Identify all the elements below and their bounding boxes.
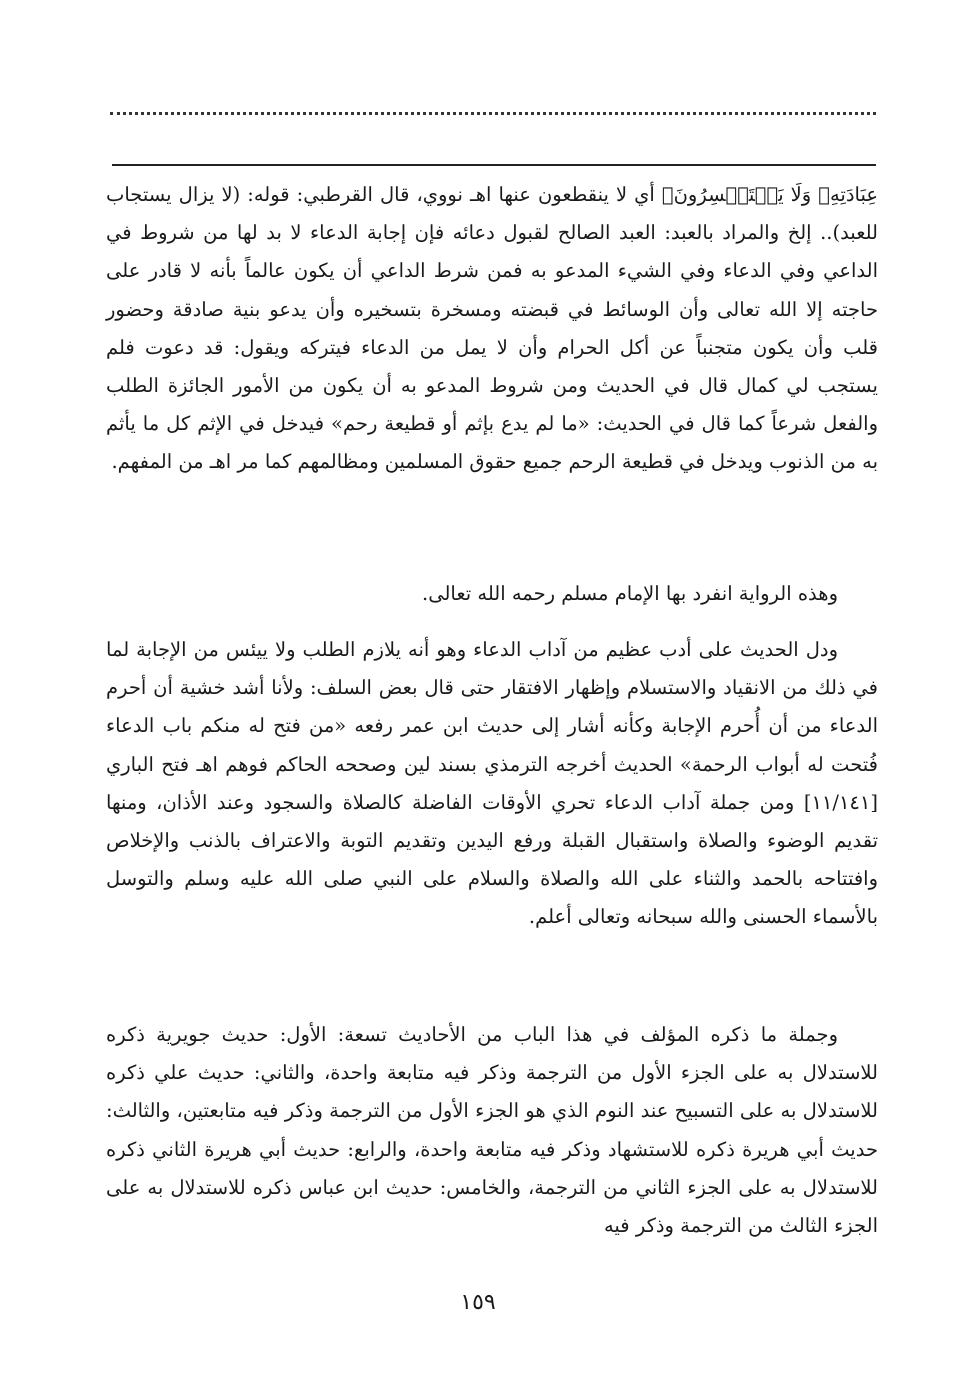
paragraph-narration-note: وهذه الرواية انفرد بها الإمام مسلم رحمه الله تعالى. — [422, 582, 838, 605]
header-dotted-rule — [110, 112, 876, 115]
header-solid-rule — [112, 164, 876, 166]
page-number: ١٥٩ — [460, 1290, 496, 1315]
paragraph-dua-etiquette: ودل الحديث على أدب عظيم من آداب الدعاء وهو أنه يلازم الطلب ولا ييئس من الإجابة لما في ذلك من الانقياد والاستسلام وإظهار الافتقار حتى قال بعض السلف: ولأنا أشد خشية أن أحرم الدعاء من أن أُحرم الإجابة وكأنه أشار إلى حديث ابن عمر رفعه «من فتح له منكم باب الدعاء فُتحت له أبواب الرحمة» الحديث أخرجه الترمذي بسند لين وصححه الحاكم فوهم اهـ فتح الباري [١١/١٤١] ومن جملة آداب الدعاء تحري الأوقات الفاضلة كالصلاة والسجود وعند الأذان، ومنها تقديم الوضوء والصلاة واستقبال القبلة ورفع اليدين وتقديم التوبة والاعتراف بالذنب والإخلاص وافتتاحه بالحمد والثناء على الله والصلاة والسلام على النبي صلى الله عليه وسلم والتوسل بالأسماء الحسنى والله سبحانه وتعالى أعلم. — [106, 638, 878, 929]
paragraph-commentary: عِبَادَتِهِۦ وَلَا يَسۡتَحۡسِرُونَ﴾ أي لا ينقطعون عنها اهـ نووي، قال القرطبي: قوله: (لا يزال يستجاب للعبد).. إلخ والمراد بالعبد: العبد الصالح لقبول دعائه فإن إجابة الدعاء لا بد لها من شروط في الداعي وفي الدعاء وفي الشيء المدعو به فمن شرط الداعي أن يكون عالماً بأنه لا قادر على حاجته إلا الله تعالى وأن الوسائط في قبضته ومسخرة بتسخيره وأن يدعو بنية صادقة وحضور قلب وأن يكون متجنباً عن أكل الحرام وأن لا يمل من الدعاء فيتركه ويقول: قد دعوت فلم يستجب لي كمال قال في الحديث ومن شروط المدعو به أن يكون من الأمور الجائزة الطلب والفعل شرعاً كما قال في الحديث: «ما لم يدع بإثم أو قطيعة رحم» فيدخل في الإثم كل ما يأثم به من الذنوب ويدخل في قطيعة الرحم جميع حقوق المسلمين ومظالمهم كما مر اهـ من المفهم. — [106, 183, 878, 474]
paragraph-hadith-summary: وجملة ما ذكره المؤلف في هذا الباب من الأحاديث تسعة: الأول: حديث جويرية ذكره للاستدلال به على الجزء الأول من الترجمة وذكر فيه متابعة واحدة، والثاني: حديث علي ذكره للاستدلال به على التسبيح عند النوم الذي هو الجزء الأول من الترجمة وذكر فيه متابعتين، والثالث: حديث أبي هريرة ذكره للاستشهاد وذكر فيه متابعة واحدة، والرابع: حديث أبي هريرة الثاني ذكره للاستدلال به على الجزء الثاني من الترجمة، والخامس: حديث ابن عباس ذكره للاستدلال به على الجزء الثالث من الترجمة وذكر فيه — [106, 1023, 878, 1238]
